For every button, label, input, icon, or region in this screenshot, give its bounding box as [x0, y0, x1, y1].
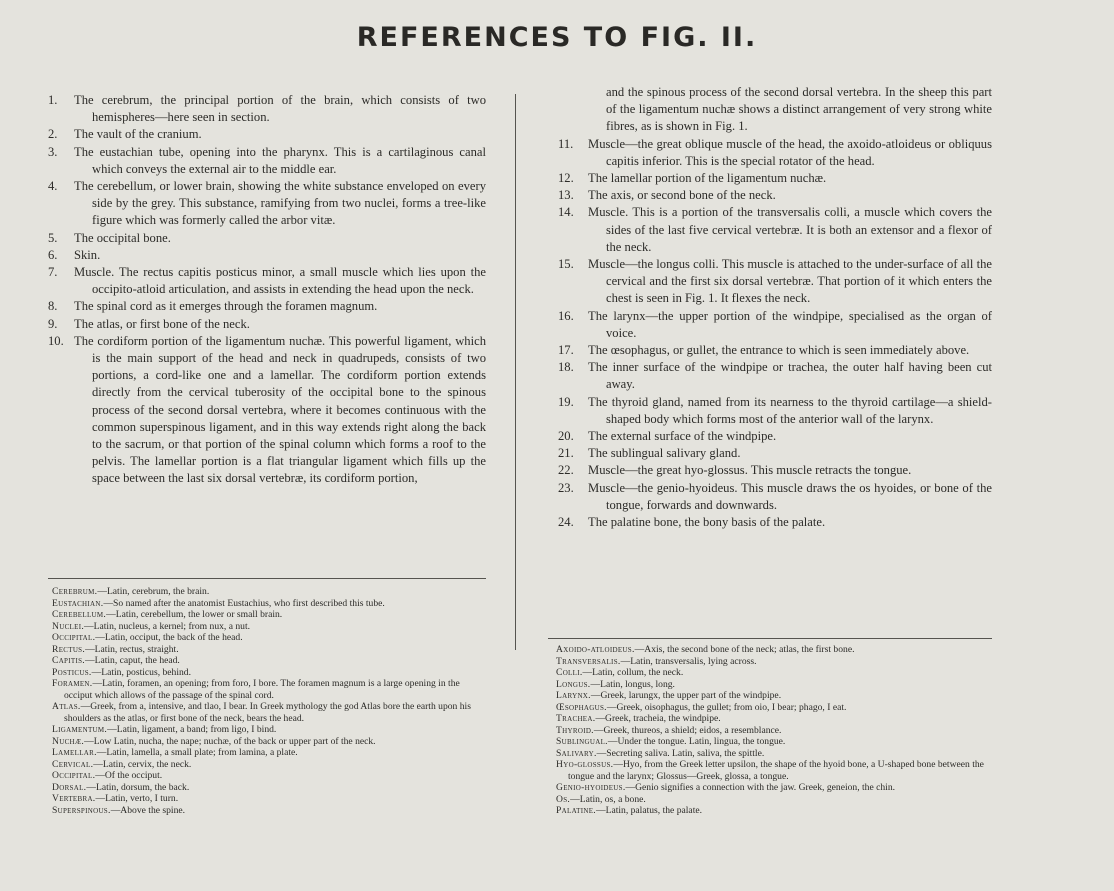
- note-term: Cerebellum.: [52, 609, 107, 620]
- reference-number: 3.: [48, 144, 58, 159]
- reference-text: The œsophagus, or gullet, the entrance to which is seen immediately above.: [588, 343, 970, 358]
- reference-text: The occipital bone.: [74, 230, 171, 245]
- etymology-note: [556, 656, 994, 668]
- reference-text: The external surface of the windpipe.: [588, 429, 777, 444]
- reference-continuation: and the spinous process of the second dorsal vertebra. In the sheep this part of the ligamentum nuchæ shows a distinct arrangement of very strong white fibres, as is shown in Fig. 1.: [606, 85, 992, 134]
- note-term: Os.: [556, 793, 571, 805]
- reference-item: [548, 187, 992, 204]
- etymology-note: [556, 736, 994, 748]
- etymology-note: [52, 609, 488, 621]
- note-text: —Latin, cerebrum, the brain.: [97, 586, 210, 597]
- note-term: Transversalis.: [556, 655, 621, 667]
- note-term: Genio-hyoideus.: [556, 782, 626, 793]
- note-term: Lamellar.: [52, 747, 97, 758]
- note-term: Axoido-atloideus.: [556, 644, 635, 655]
- etymology-note: [52, 805, 488, 817]
- note-text: —Above the spine.: [110, 804, 186, 816]
- note-text: —Greek, from a, intensive, and tlao, I bear. In Greek mythology the god Atlas bore the earth upon his shoulders as the atlas, or first bone of the neck, bears the head.: [64, 701, 471, 724]
- right-reference-list: [548, 84, 992, 531]
- reference-text: The thyroid gland, named from its nearness to the thyroid cartilage—a shield-shaped body which forms most of the anterior wall of the larynx.: [588, 394, 992, 426]
- note-text: —Secreting saliva. Latin, saliva, the spittle.: [596, 747, 765, 759]
- note-term: Atlas.: [52, 701, 81, 712]
- reference-text: The inner surface of the windpipe or trachea, the outer half having been cut away.: [588, 360, 992, 392]
- etymology-note: [52, 747, 488, 759]
- reference-text: The cerebrum, the principal portion of the brain, which consists of two hemispheres—here seen in section.: [74, 93, 486, 125]
- note-term: Salivary.: [556, 747, 597, 759]
- note-text: —Latin, transversalis, lying across.: [620, 655, 757, 667]
- etymology-note: [556, 644, 994, 656]
- right-column: [548, 84, 992, 531]
- note-text: —Of the occiput.: [95, 770, 163, 781]
- reference-number: 22.: [558, 463, 574, 478]
- reference-number: 16.: [558, 308, 574, 323]
- reference-item: [548, 170, 992, 187]
- note-term: Hyo-glossus.: [556, 759, 614, 770]
- note-text: —Latin, verto, I turn.: [95, 793, 179, 804]
- etymology-note: [52, 644, 488, 656]
- reference-item: [48, 126, 486, 143]
- note-term: Trachea.: [556, 713, 596, 724]
- reference-text: The larynx—the upper portion of the windpipe, specialised as the organ of voice.: [588, 308, 992, 340]
- reference-item: [548, 462, 992, 479]
- note-text: —Latin, collum, the neck.: [582, 667, 684, 678]
- reference-item: [548, 480, 992, 514]
- reference-text: The vault of the cranium.: [74, 127, 202, 142]
- reference-text: The palatine bone, the bony basis of the palate.: [588, 515, 826, 530]
- reference-item: [548, 342, 992, 359]
- reference-item: [548, 256, 992, 308]
- reference-text: The lamellar portion of the ligamentum nuchæ.: [588, 171, 827, 186]
- reference-item: [548, 359, 992, 393]
- reference-item: [48, 230, 486, 247]
- etymology-note: [556, 690, 994, 702]
- reference-text: The cordiform portion of the ligamentum nuchæ. This powerful ligament, which is the main support of the head and neck in quadrupeds, consists of two portions, a cord-like one and a lamellar. The cordiform portion extends directly from the cervical tuberosity of the occipital bone to the spinous process of the second dorsal vertebra, where it becomes continuous with the common superspinous ligament, and in this way extends right along the back to the sacrum, or that portion of the spinal column which forms a roof to the pelvis. The lamellar portion is a flat triangular ligament which fills up the space between the last six dorsal vertebræ, its cordiform portion,: [74, 333, 486, 486]
- etymology-note: [556, 679, 994, 691]
- reference-number: 24.: [558, 515, 574, 530]
- note-term: Occipital.: [52, 632, 96, 643]
- note-text: —Latin, rectus, straight.: [85, 643, 179, 655]
- left-column: [48, 92, 486, 488]
- note-term: Cerebrum.: [52, 586, 98, 597]
- reference-item: [48, 178, 486, 230]
- reference-number: 7.: [48, 265, 58, 280]
- note-text: —Greek, thureos, a shield; eidos, a resemblance.: [593, 724, 782, 736]
- note-term: Nuchæ.: [52, 735, 85, 747]
- right-notes-rule: [548, 638, 992, 639]
- reference-number: 21.: [558, 446, 574, 461]
- reference-item: [48, 333, 486, 488]
- reference-item: [548, 204, 992, 256]
- reference-number: 23.: [558, 480, 574, 495]
- reference-item: [548, 308, 992, 342]
- note-term: Sublingual.: [556, 736, 608, 747]
- reference-number: 10.: [48, 333, 64, 348]
- column-divider: [515, 94, 516, 650]
- left-etymology-notes: [52, 586, 488, 816]
- reference-item: [48, 298, 486, 315]
- reference-text: The cerebellum, or lower brain, showing the white substance enveloped on every side by the grey. This substance, ramifying from two nuclei, forms a tree-like figure which was formerly called the arbor vitæ.: [74, 179, 486, 228]
- etymology-note: [556, 667, 994, 679]
- note-text: —Latin, palatus, the palate.: [595, 805, 703, 816]
- reference-number: 1.: [48, 93, 58, 107]
- note-text: —Axis, the second bone of the neck; atlas, the first bone.: [634, 644, 855, 655]
- note-term: Nuclei.: [52, 620, 85, 632]
- note-text: —Latin, os, a bone.: [570, 793, 646, 805]
- note-text: —Latin, longus, long.: [590, 678, 675, 690]
- etymology-note: [556, 782, 994, 794]
- note-term: Dorsal.: [52, 781, 87, 793]
- etymology-note: [52, 724, 488, 736]
- reference-number: 14.: [558, 205, 574, 220]
- note-term: Palatine.: [556, 805, 596, 816]
- note-term: Ligamentum.: [52, 724, 108, 735]
- page-title: REFERENCES TO FIG. II.: [356, 22, 758, 53]
- reference-number: 13.: [558, 188, 574, 203]
- etymology-note: [556, 794, 994, 806]
- reference-number: 9.: [48, 316, 58, 331]
- note-text: —Low Latin, nucha, the nape; nuchæ, of the back or upper part of the neck.: [84, 735, 376, 747]
- etymology-note: [52, 678, 488, 701]
- note-text: —Latin, posticus, behind.: [91, 666, 191, 678]
- reference-text: Skin.: [74, 247, 101, 262]
- etymology-note: [52, 598, 488, 610]
- reference-item: [48, 247, 486, 264]
- reference-item: [548, 428, 992, 445]
- reference-number: 19.: [558, 394, 574, 409]
- note-term: Posticus.: [52, 666, 92, 678]
- note-text: —Latin, cervix, the neck.: [93, 758, 192, 770]
- right-etymology-notes: [556, 644, 994, 817]
- note-text: —Latin, caput, the head.: [84, 655, 180, 666]
- reference-item: [548, 445, 992, 462]
- reference-text: The spinal cord as it emerges through the foramen magnum.: [74, 299, 378, 314]
- reference-item: [548, 136, 992, 170]
- note-term: Thyroid.: [556, 724, 594, 736]
- left-notes-rule: [48, 578, 486, 579]
- note-term: Rectus.: [52, 643, 86, 655]
- reference-text: Muscle—the great oblique muscle of the head, the axoido-atloideus or obliquus capitis inferior. This is the special rotator of the head.: [588, 136, 992, 168]
- reference-text: Muscle—the genio-hyoideus. This muscle draws the os hyoides, or bone of the tongue, forwards and downwards.: [588, 480, 992, 512]
- note-text: —Latin, nucleus, a kernel; from nux, a nut.: [84, 620, 251, 632]
- reference-text: Muscle. The rectus capitis posticus minor, a small muscle which lies upon the occipito-atloid articulation, and assists in extending the head upon the neck.: [74, 265, 486, 297]
- reference-text: Muscle—the great hyo-glossus. This muscle retracts the tongue.: [588, 463, 912, 478]
- note-text: —Latin, lamella, a small plate; from lamina, a plate.: [96, 747, 298, 758]
- reference-item: [48, 92, 486, 126]
- note-term: Colli.: [556, 667, 583, 678]
- etymology-note: [52, 655, 488, 667]
- reference-number: 17.: [558, 343, 574, 358]
- etymology-note: [52, 667, 488, 679]
- etymology-note: [52, 621, 488, 633]
- note-term: Eustachian.: [52, 597, 104, 609]
- reference-number: 5.: [48, 230, 58, 245]
- reference-text: The sublingual salivary gland.: [588, 446, 741, 461]
- reference-item: [48, 144, 486, 178]
- etymology-note: [556, 805, 994, 817]
- etymology-note: [52, 770, 488, 782]
- reference-number: 20.: [558, 429, 574, 444]
- note-text: —So named after the anatomist Eustachius, who first described this tube.: [103, 597, 385, 609]
- etymology-note: [52, 782, 488, 794]
- etymology-note: [52, 701, 488, 724]
- note-text: —Genio signifies a connection with the jaw. Greek, geneion, the chin.: [625, 782, 896, 793]
- etymology-note: [52, 632, 488, 644]
- etymology-note: [52, 759, 488, 771]
- etymology-note: [556, 759, 994, 782]
- note-text: —Greek, oisophagus, the gullet; from oio, I bear; phago, I eat.: [606, 701, 847, 713]
- reference-number: 15.: [558, 257, 574, 272]
- note-term: Vertebra.: [52, 793, 96, 804]
- reference-number: 2.: [48, 127, 58, 142]
- reference-text: The axis, or second bone of the neck.: [588, 188, 776, 203]
- reference-item: [48, 316, 486, 333]
- reference-number: 18.: [558, 360, 574, 375]
- etymology-note: [556, 713, 994, 725]
- note-text: —Greek, tracheia, the windpipe.: [595, 713, 721, 724]
- etymology-note: [556, 702, 994, 714]
- note-term: Occipital.: [52, 770, 96, 781]
- note-text: —Hyo, from the Greek letter upsilon, the shape of the hyoid bone, a U-shaped bone between the tongue and the larynx; Glossus—Greek, glossa, a tongue.: [568, 759, 984, 782]
- note-text: —Latin, foramen, an opening; from foro, I bore. The foramen magnum is a large opening in the occiput which allows of the passage of the spinal cord.: [64, 678, 460, 701]
- etymology-note: [556, 725, 994, 737]
- note-term: Capitis.: [52, 655, 85, 666]
- reference-text: The atlas, or first bone of the neck.: [74, 316, 250, 331]
- reference-text: The eustachian tube, opening into the pharynx. This is a cartilaginous canal which conveys the external air to the middle ear.: [74, 144, 486, 176]
- reference-text: Muscle—the longus colli. This muscle is attached to the under-surface of all the cervical and the first six dorsal vertebræ. That portion of it which enters the chest is seen in Fig. 1. It flexes the neck.: [588, 257, 992, 306]
- reference-number: 4.: [48, 179, 58, 194]
- reference-number: 6.: [48, 247, 58, 262]
- reference-number: 8.: [48, 299, 58, 314]
- reference-item: [48, 264, 486, 298]
- reference-item: [548, 394, 992, 428]
- reference-item: [548, 514, 992, 531]
- etymology-note: [556, 748, 994, 760]
- note-term: Œsophagus.: [556, 701, 607, 713]
- reference-number: 11.: [558, 136, 574, 151]
- note-term: Foramen.: [52, 678, 93, 689]
- note-term: Superspinous.: [52, 804, 111, 816]
- left-reference-list: [48, 92, 486, 488]
- etymology-note: [52, 793, 488, 805]
- note-text: —Greek, larungx, the upper part of the windpipe.: [590, 690, 782, 701]
- reference-number: 12.: [558, 171, 574, 186]
- note-term: Cervical.: [52, 758, 94, 770]
- reference-text: Muscle. This is a portion of the transversalis colli, a muscle which covers the sides of the last five cervical vertebræ. It is both an extensor and a flexor of the neck.: [588, 205, 992, 254]
- etymology-note: [52, 586, 488, 598]
- note-term: Larynx.: [556, 690, 591, 701]
- note-text: —Latin, cerebellum, the lower or small brain.: [106, 609, 283, 620]
- note-text: —Under the tongue. Latin, lingua, the tongue.: [607, 736, 786, 747]
- etymology-note: [52, 736, 488, 748]
- note-text: —Latin, ligament, a band; from ligo, I bind.: [107, 724, 277, 735]
- note-term: Longus.: [556, 678, 591, 690]
- note-text: —Latin, occiput, the back of the head.: [95, 632, 243, 643]
- note-text: —Latin, dorsum, the back.: [86, 781, 190, 793]
